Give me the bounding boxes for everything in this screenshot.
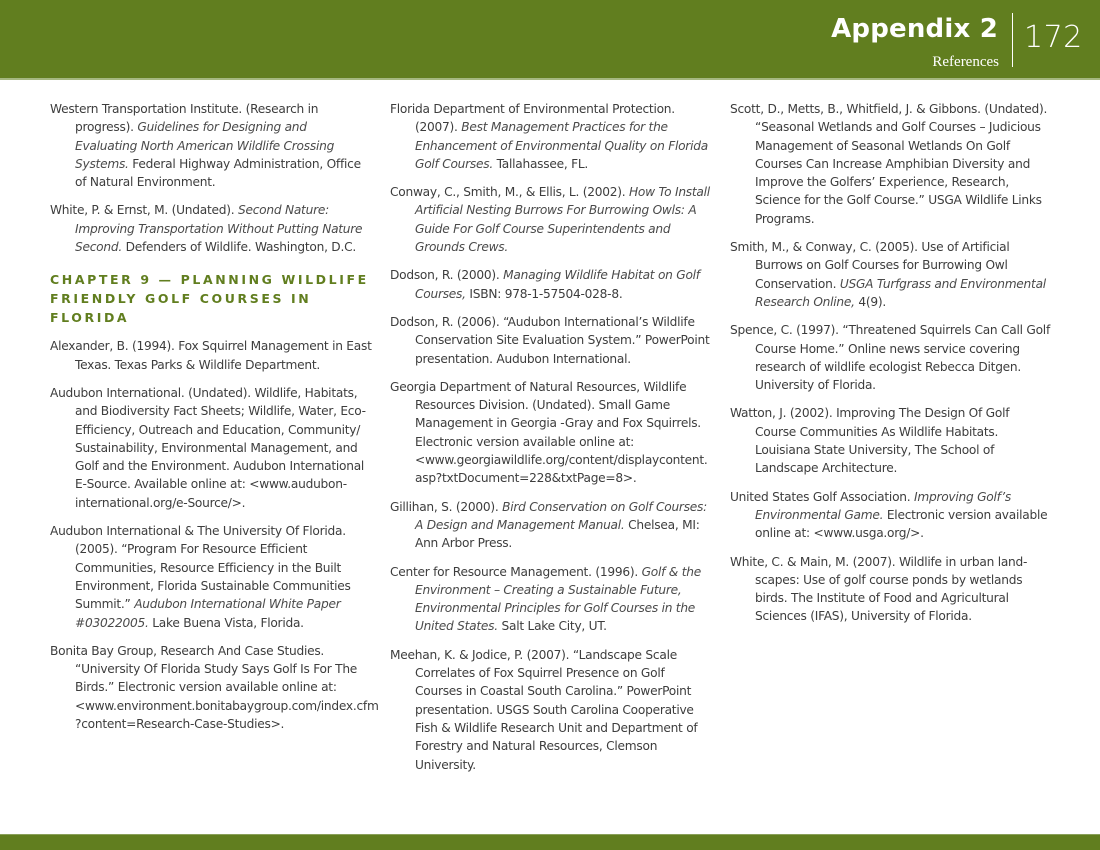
reference-title: Second Nature: Improving Transportation Without Putting Nature Second. xyxy=(75,203,363,255)
reference-text: Alexander, B. (1994). Fox Squirrel Management in East Texas. Texas Parks & Wildlife Department. xyxy=(50,339,372,372)
reference-text: Scott, D., Metts, B., Whitfield, J. & Gibbons. (Undated). “Seasonal Wetlands and Golf Courses – Judicious Management of Seasonal Wetlands On Golf Courses Can Increase Amphibian Diversity and Improve the Golfers’ Experience, Research, Science for the Golf Course.” USGA Wildlife Links Programs. xyxy=(730,102,1048,226)
reference-text: Dodson, R. (2000). xyxy=(390,268,504,283)
header-divider xyxy=(1012,13,1013,67)
page-number: 172 xyxy=(1024,20,1083,55)
reference-entry xyxy=(730,238,1052,311)
reference-text: Chelsea, MI: Ann Arbor Press. xyxy=(415,517,700,551)
column-3 xyxy=(730,100,1052,636)
reference-entry xyxy=(730,553,1052,626)
reference-entry xyxy=(730,488,1052,543)
reference-text: Dodson, R. (2006). “Audubon International’s Wildlife Conservation Site Evaluation System.” PowerPoint presentation. Audubon International. xyxy=(390,314,710,366)
reference-entry xyxy=(50,384,372,512)
reference-text: Florida Department of Environmental Protection. (2007). xyxy=(390,102,675,135)
reference-title: Guidelines for Designing and Evaluating North American Wildlife Crossing Systems. xyxy=(75,120,335,171)
reference-text: Salt Lake City, UT. xyxy=(497,619,607,634)
reference-title: Best Management Practices for the Enhancement of Environmental Quality on Florida Golf Courses. xyxy=(415,120,708,171)
reference-text: Spence, C. (1997). “Threatened Squirrels Can Call Golf Course Home.” Online news service covering research of wildlife ecologist Rebecca Ditgen. University of Florida. xyxy=(730,323,1050,393)
page-subtitle: References xyxy=(932,54,999,70)
column-2 xyxy=(390,100,712,784)
reference-entry xyxy=(50,337,372,374)
reference-entry xyxy=(50,100,372,191)
reference-title: How To Install Artificial Nesting Burrows For Burrowing Owls: A Guide For Golf Course Superintendents and Grounds Crews. xyxy=(415,185,710,255)
reference-text: Audubon International & The University Of Florida. (2005). “Program For Resource Efficient Communities, Resource Efficiency in the Built Environment, Florida Sustainable Communities Summit.” xyxy=(50,524,351,612)
header-bar xyxy=(0,0,1100,80)
reference-text: White, P. & Ernst, M. (Undated). xyxy=(50,203,238,218)
reference-title: Bird Conservation on Golf Courses: A Design and Management Manual. xyxy=(415,499,708,532)
reference-entry xyxy=(390,266,712,303)
reference-title: Golf & the Environment – Creating a Sustainable Future, Environmental Principles for Golf Courses in the United States. xyxy=(415,564,701,634)
reference-text: Federal Highway Administration, Office of Natural Environment. xyxy=(75,156,361,190)
reference-entry xyxy=(390,100,712,173)
reference-entry xyxy=(390,378,712,488)
reference-title: USGA Turfgrass and Environmental Research Online, xyxy=(755,276,1046,309)
reference-text: Watton, J. (2002). Improving The Design Of Golf Course Communities As Wildlife Habitats. Louisiana State University, The School of Landscape Architecture. xyxy=(730,406,1010,476)
reference-text: Conway, C., Smith, M., & Ellis, L. (2002). xyxy=(390,185,629,200)
reference-text: Tallahassee, FL. xyxy=(492,156,589,171)
reference-text: Gillihan, S. (2000). xyxy=(390,499,503,514)
reference-text: Audubon International. (Undated). Wildlife, Habitats, and Biodiversity Fact Sheets; Wildlife, Water, Eco-Efficiency, Outreach and Education, Community/ Sustainability, Environmental Management, and Golf and the Environment. Audubon International E-Source. Available online at: <www.auduboninternational.org/e-Source/>. xyxy=(50,385,366,510)
reference-entry xyxy=(390,646,712,774)
reference-text: Center for Resource Management. (1996). xyxy=(390,564,642,579)
reference-title: Improving Golf’s Environmental Game. xyxy=(755,489,1011,522)
reference-text: 4(9). xyxy=(854,294,887,309)
reference-entry xyxy=(730,100,1052,228)
reference-title: Audubon International White Paper #03022005. xyxy=(75,597,341,630)
page-title: Appendix 2 xyxy=(831,14,998,44)
reference-text: Defenders of Wildlife. Washington, D.C. xyxy=(121,240,356,255)
reference-text: Georgia Department of Natural Resources, Wildlife Resources Division. (Undated). Small Game Management in Georgia -Gray and Fox Squirrels. Electronic version available online at: <www.georgiawildlife.org/content/displaycontent. asp?txtDocument=228&txtPage=8>. xyxy=(390,379,708,486)
reference-text: White, C. & Main, M. (2007). Wildlife in urban landscapes: Use of golf course ponds by wetlands birds. The Institute of Food and Agricultural Sciences (IFAS), University of Florida. xyxy=(730,554,1028,624)
chapter-heading: CHAPTER 9 — PLANNING WILDLIFE FRIENDLY GOLF COURSES IN FLORIDA xyxy=(50,272,369,326)
reference-text: Western Transportation Institute. (Research in progress). xyxy=(50,102,319,135)
reference-entry xyxy=(730,321,1052,394)
reference-text: United States Golf Association. xyxy=(730,489,914,504)
reference-entry xyxy=(390,563,712,636)
reference-entry xyxy=(390,498,712,553)
reference-entry xyxy=(390,183,712,256)
reference-text: ISBN: 978-1-57504-028-8. xyxy=(465,286,623,301)
reference-entry xyxy=(50,522,372,632)
reference-entry xyxy=(730,404,1052,477)
reference-title: Managing Wildlife Habitat on Golf Courses, xyxy=(415,268,700,301)
reference-entry xyxy=(50,642,379,733)
reference-text: Meehan, K. & Jodice, P. (2007). “Landscape Scale Correlates of Fox Squirrel Presence on Golf Courses in Coastal South Carolina.” PowerPoint presentation. USGS South Carolina Cooperative Fish & Wildlife Research Unit and Department of Forestry and Natural Resources, Clemson University. xyxy=(390,647,698,772)
reference-text: Electronic version available online at: <www.usga.org/>. xyxy=(755,507,1048,541)
reference-text: Lake Buena Vista, Florida. xyxy=(148,615,304,630)
reference-entry xyxy=(390,313,712,368)
column-1 xyxy=(50,100,379,743)
footer-bar xyxy=(0,834,1100,850)
reference-text: Smith, M., & Conway, C. (2005). Use of Artificial Burrows on Golf Courses for Burrowing Owl Conservation. xyxy=(730,240,1010,291)
reference-text: Bonita Bay Group, Research And Case Studies. “University Of Florida Study Says Golf Is For The Birds.” Electronic version available online at: <www.environment.bonitabaygroup.com/index.cfm ?content=Research-Case-Studies>. xyxy=(50,643,379,732)
reference-entry xyxy=(50,201,372,256)
